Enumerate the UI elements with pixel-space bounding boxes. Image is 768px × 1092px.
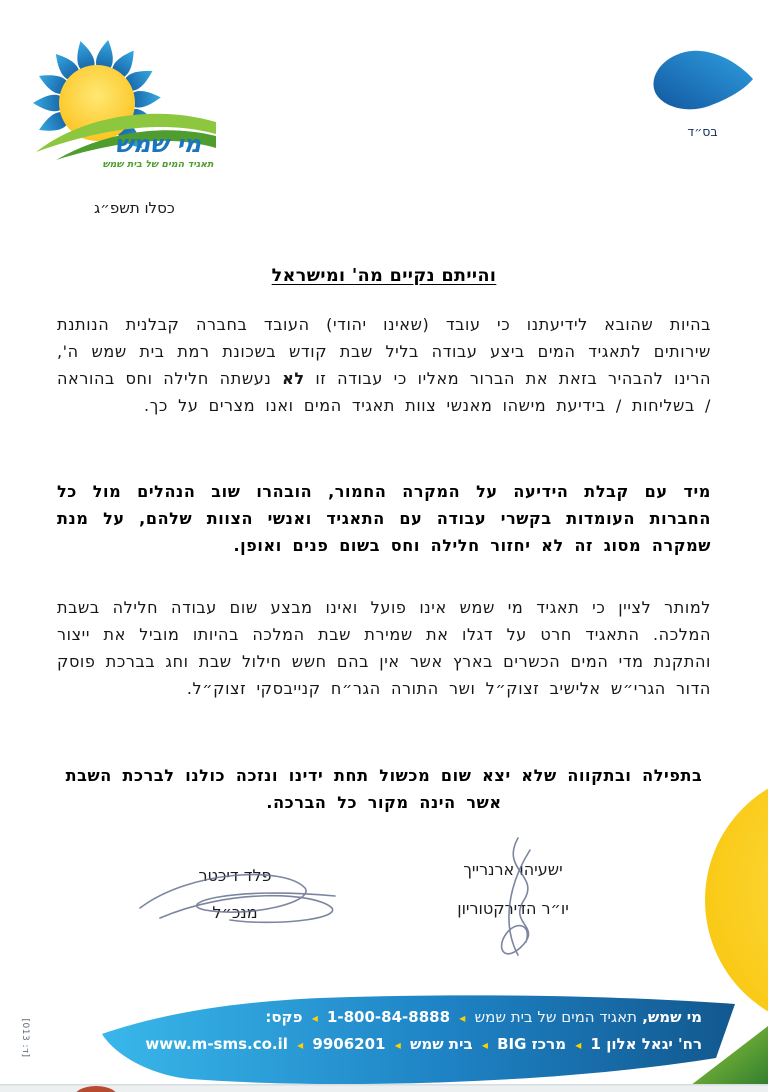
yellow-sun-decoration xyxy=(705,770,768,1030)
paragraph-intro xyxy=(57,311,711,419)
company-logo xyxy=(30,26,220,176)
letter-date: כסלו תשפ״ג xyxy=(94,199,175,217)
footer-city: בית שמש xyxy=(409,1034,473,1053)
arrow-separator-icon: ◂ xyxy=(575,1037,582,1052)
arrow-separator-icon: ◂ xyxy=(297,1037,304,1052)
paragraph-prayer: בתפילה ובתקווה שלא יצא שום מכשול תחת ידינו ונזכה כולנו לברכת השבת אשר הינה מקור כל הברכה. xyxy=(65,766,703,812)
arrow-separator-icon: ◂ xyxy=(394,1037,401,1052)
arrow-separator-icon: ◂ xyxy=(459,1011,466,1025)
ceo-role: מנכ״ל xyxy=(212,903,258,922)
signature-block-chairman xyxy=(398,858,628,921)
footer-line-2 xyxy=(72,1032,702,1059)
paragraph-intro-b: נעשתה חלילה וחס בהוראה / בשליחות / בידיעת מישהו מאנשי צוות תאגיד המים ואנו מצרים על כך. xyxy=(57,369,711,415)
footer-line-1 xyxy=(72,1005,702,1032)
paragraph-shabbat-policy: למותר לציין כי תאגיד מי שמש אינו פועל ואינו מבצע שום עבודה חלילה בשבת המלכה. התאגיד חרט על דגלו את שמירת שבת המלכה בהיותו מוביל את ייצור והתקנת מדי המים הכשרים בארץ אשר אין בהם חשש חילול שבת וחג בברכת פוסק הדור הגרי״ש אלישיב זצוק״ל ושר התורה הגר״ח קנייבסקי זצוק״ל. xyxy=(57,598,711,698)
paragraph-intro-a: בהיות שהובא לידיעתנו כי עובד (שאינו יהודי) העובד בחברה קבלנית הנותנת שירותים לתאגיד המים ביצע עבודה בליל שבת קודש בשכונת רמת בית שמש ה', הרינו להבהיר בזאת את הברור מאליו כי עבודה זו xyxy=(57,315,712,388)
ceo-name: פלד דיכטר xyxy=(198,866,272,885)
besed-text: בס״ד xyxy=(687,124,718,139)
footer-fax-label: פקס: xyxy=(265,1008,303,1026)
footer-address: רח' יגאל אלון 1 xyxy=(590,1034,702,1053)
scan-side-note: [ד: 013] xyxy=(20,1018,30,1058)
logo-tagline: תאגיד המים של בית שמש xyxy=(102,159,214,170)
arrow-separator-icon: ◂ xyxy=(311,1011,318,1025)
footer-brand: מי שמש, xyxy=(642,1008,702,1026)
signature-block-ceo xyxy=(142,864,328,925)
footer-center: מרכז BIG xyxy=(497,1034,567,1053)
footer-website: www.m-sms.co.il xyxy=(145,1034,288,1053)
paragraph-intro-emphasis: לא xyxy=(282,369,305,388)
footer-contact xyxy=(72,1005,702,1058)
paragraph-measures: מיד עם קבלת הידיעה על המקרה החמור, הובהרו שוב הנהלים מול כל החברות העומדות בקשרי עבודה עם התאגיד ואנשי הצוות שלהם, על מנת שמקרה מסוג זה לא יחזור חלילה וחס בשום פנים ואופן. xyxy=(57,482,711,555)
chairman-role: יו״ר הדירקטוריון xyxy=(457,899,569,918)
letter-title: והייתם נקיים מה' ומישראל xyxy=(271,266,497,286)
water-drop-icon xyxy=(645,45,760,117)
logo-name: מי שמש xyxy=(114,130,202,158)
footer-fax-number: 9906201 xyxy=(312,1034,386,1053)
arrow-separator-icon: ◂ xyxy=(481,1037,488,1052)
chairman-name: ישעיהו ארנרייך xyxy=(463,860,563,879)
footer-tagline: תאגיד המים של בית שמש xyxy=(474,1008,637,1026)
footer-phone: 1-800-84-8888 xyxy=(326,1008,450,1026)
